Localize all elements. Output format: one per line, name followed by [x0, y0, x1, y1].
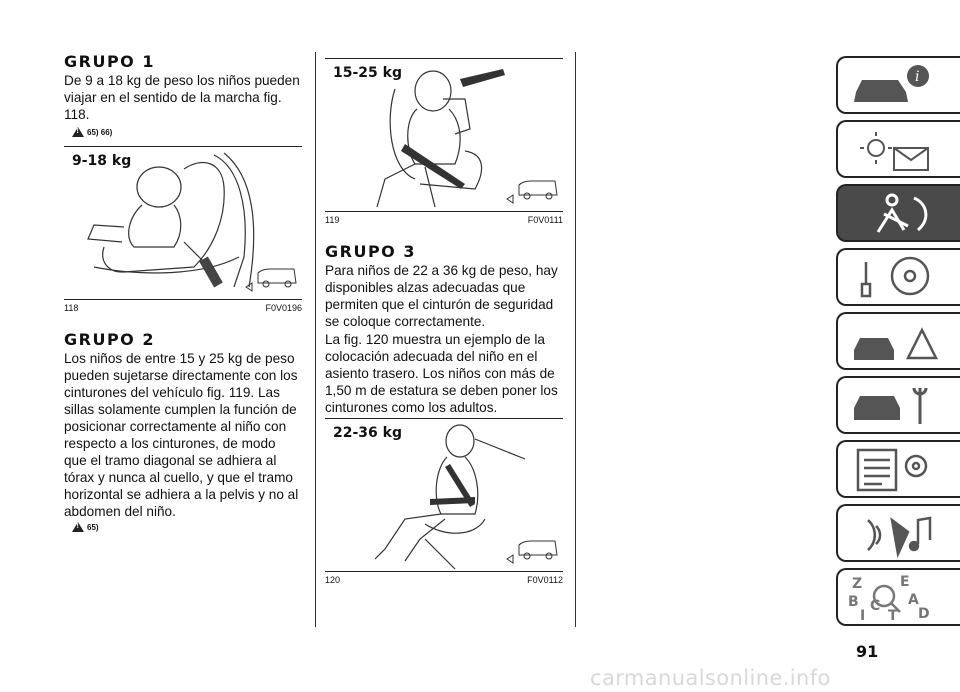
svg-text:Z: Z	[852, 576, 863, 592]
figure-120	[325, 418, 563, 585]
figure-119-code: F0V0111	[527, 215, 563, 225]
page-number: 91	[856, 642, 879, 661]
svg-text:I: I	[860, 608, 866, 622]
van-icon	[519, 181, 557, 199]
grupo1-title: GRUPO 1	[64, 52, 155, 71]
figure-118-code: F0V0196	[265, 303, 302, 313]
grupo3-text-1: Para niños de 22 a 36 kg de peso, hay disponibles alzas adecuadas que permiten que el cinturón de seguridad se coloque correctamente.	[325, 263, 558, 329]
warning-lights-icon	[848, 126, 948, 174]
watermark: carmanualsonline.info	[590, 666, 831, 690]
grupo3-title: GRUPO 3	[325, 242, 416, 261]
tab-maintenance[interactable]	[836, 376, 960, 434]
figure-118-label: 9-18 kg	[72, 153, 132, 169]
column-divider-1	[315, 52, 316, 627]
grupo2-title: GRUPO 2	[64, 330, 155, 349]
seatbelt-airbag-icon	[848, 190, 948, 238]
grupo1-text: De 9 a 18 kg de peso los niños pueden viajar en el sentido de la marcha fig. 118.	[64, 73, 300, 122]
grupo1-warning	[72, 127, 112, 137]
child-seat-illustration	[64, 147, 302, 299]
tab-warning-lights[interactable]	[836, 120, 960, 178]
tab-technical-data[interactable]	[836, 440, 960, 498]
warning-triangle-icon	[72, 522, 84, 532]
maintenance-icon	[848, 382, 948, 430]
tab-emergency[interactable]	[836, 312, 960, 370]
van-icon	[519, 541, 557, 559]
emergency-icon	[848, 318, 948, 366]
figure-119-label: 15-25 kg	[333, 65, 402, 81]
tab-index[interactable]	[836, 568, 960, 626]
column-divider-2	[575, 52, 576, 627]
tab-steering-key[interactable]	[836, 248, 960, 306]
warning-refs: 65)	[87, 522, 99, 532]
steering-key-icon	[848, 254, 948, 302]
technical-data-icon	[848, 446, 948, 494]
svg-text:i: i	[915, 69, 920, 85]
index-icon	[848, 574, 948, 622]
tab-multimedia[interactable]	[836, 504, 960, 562]
figure-120-number: 120	[325, 575, 341, 585]
grupo3-text-2: La fig. 120 muestra un ejemplo de la colocación adecuada del niño en el asiento trasero. Los niños con más de 1,50 m de estatura se deben poner los cinturones como los adultos.	[325, 332, 558, 415]
warning-refs: 65) 66)	[87, 127, 113, 137]
child-booster-illustration	[325, 419, 563, 571]
tab-car-info[interactable]	[836, 56, 960, 114]
figure-118-number: 118	[64, 303, 79, 313]
grupo2-text: Los niños de entre 15 y 25 kg de peso pueden sujetarse directamente con los cinturones del vehículo fig. 119. Las sillas solamente cumplen la función de posicionar correctamente al niño con respecto a los cinturones, de modo que el tramo diagonal se adhiera al tórax y nunca al cuello, y que el tramo horizontal se adhiera a la pelvis y no al abdomen del niño.	[64, 351, 299, 519]
svg-text:T: T	[888, 608, 898, 622]
tab-seatbelt-airbag[interactable]	[836, 184, 960, 242]
figure-120-label: 22-36 kg	[333, 425, 402, 441]
figure-120-code: F0V0112	[527, 575, 563, 585]
grupo2-warning	[72, 522, 99, 532]
van-icon	[258, 269, 296, 287]
multimedia-icon	[848, 510, 948, 558]
booster-seat-illustration	[325, 59, 563, 211]
figure-118	[64, 146, 302, 313]
svg-text:D: D	[918, 606, 930, 622]
figure-119-number: 119	[325, 215, 340, 225]
svg-text:E: E	[900, 574, 910, 590]
svg-text:C: C	[870, 598, 881, 614]
svg-text:A: A	[908, 592, 919, 608]
figure-119	[325, 58, 563, 225]
warning-triangle-icon	[72, 127, 84, 137]
car-info-icon	[848, 62, 948, 110]
svg-text:B: B	[848, 594, 859, 610]
